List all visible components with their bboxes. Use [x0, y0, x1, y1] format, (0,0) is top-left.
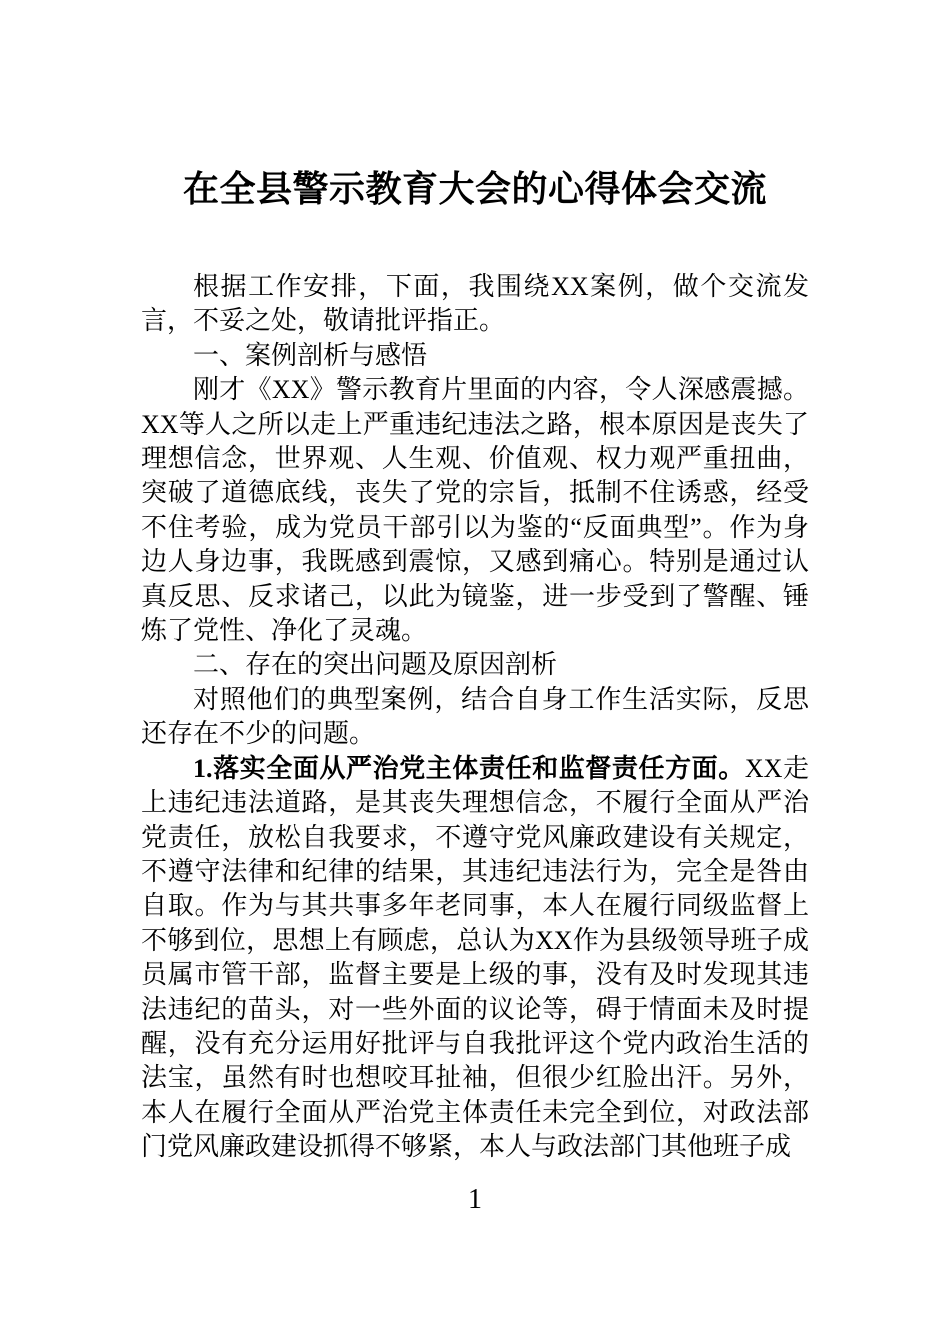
document-title: 在全县警示教育大会的心得体会交流: [182, 169, 767, 209]
body-paragraph: 1.落实全面从严治党主体责任和监督责任方面。XX走上违纪违法道路，是其丧失理想信念，不履行全面从严治党责任，放松自我要求，不遵守党风廉政建设有关规定，不遵守法律和纪律的结果，其违纪违法行为，完全是咎由自取。作为与其共事多年老同事，本人在履行同级监督上不够到位，思想上有顾虑，总认为XX作为县级领导班子成员属市管干部，监督主要是上级的事，没有及时发现其违法违纪的苗头，对一些外面的议论等，碍于情面未及时提醒，没有充分运用好批评与自我批评这个党内政治生活的法宝，虽然有时也想咬耳扯袖，但很少红脸出汗。另外，本人在履行全面从严治党主体责任未完全到位，对政法部门党风廉政建设抓得不够紧，本人与政法部门其他班子成: [141, 753, 809, 1162]
document-body: [141, 270, 809, 1165]
section-heading: 二、存在的突出问题及原因剖析: [193, 650, 558, 680]
section-heading: 一、案例剖析与感悟: [193, 340, 428, 370]
body-paragraph: 根据工作安排，下面，我围绕XX案例，做个交流发言，不妥之处，敬请批评指正。: [141, 272, 809, 336]
paragraph-bold-lead: 1.落实全面从严治党主体责任和监督责任方面。: [193, 753, 745, 783]
body-paragraph: 对照他们的典型案例，结合自身工作生活实际，反思还存在不少的问题。: [141, 684, 809, 749]
body-paragraph: 刚才《XX》警示教育片里面的内容，令人深感震撼。XX等人之所以走上严重违纪违法之路，根本原因是丧失了理想信念，世界观、人生观、价值观、权力观严重扭曲，突破了道德底线，丧失了党的宗旨，抵制不住诱惑，经受不住考验，成为党员干部引以为鉴的“反面典型”。作为身边人身边事，我既感到震惊，又感到痛心。特别是通过认真反思、反求诸己，以此为镜鉴，进一步受到了警醒、锤炼了党性、净化了灵魂。: [141, 375, 809, 646]
page-number: 1: [468, 1184, 482, 1215]
